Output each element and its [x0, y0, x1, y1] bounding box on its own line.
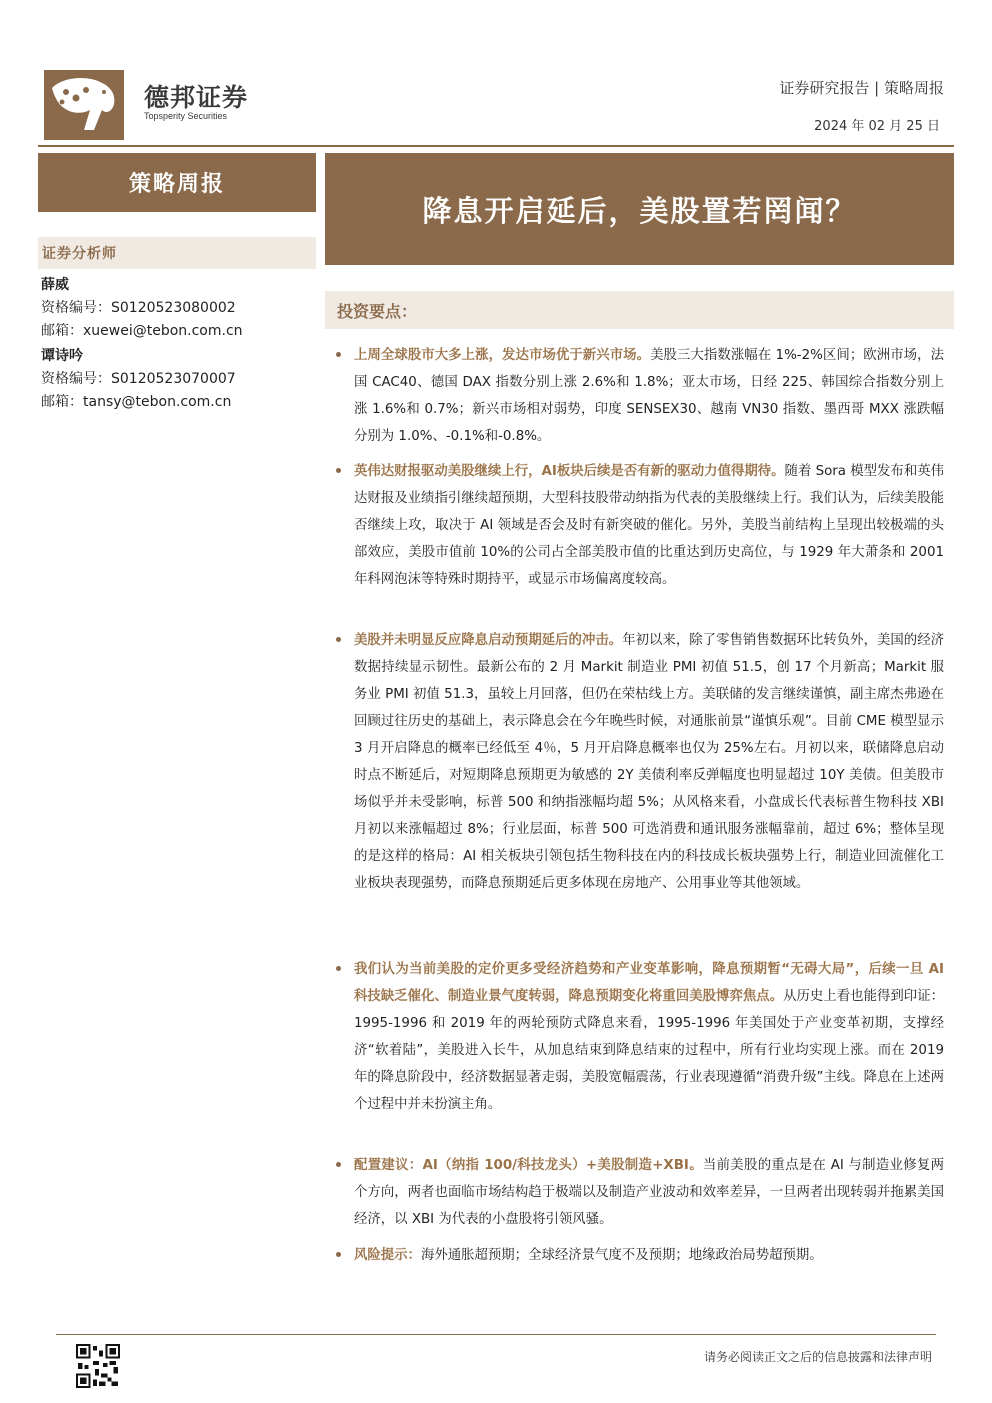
bullet-dot-icon	[336, 637, 341, 642]
header-divider	[38, 145, 954, 147]
bullet-dot-icon	[336, 966, 341, 971]
key-point-body: 随着 Sora 模型发布和英伟达财报及业绩指引继续超预期，大型科技股带动纳指为代表的美股继续上行。我们认为，后续美股能否继续上攻，取决于 AI 领域是否会及时有新突破的催化。另外，美股当前结构上呈现出较极端的头部效应，美股市值前 10%的公司占全部美股市值的比重达到历史高位，与 1929 年大萧条和 2001 年科网泡沫等特殊时期持平，或显示市场偏离度较高。	[354, 464, 945, 587]
brand-name: 德邦证券	[144, 83, 249, 112]
report-category-title: 策略周报	[38, 153, 316, 212]
key-points-heading: 投资要点：	[325, 291, 954, 329]
analyst-license: 资格编号：S0120523070007	[41, 371, 236, 387]
key-point-item	[336, 1242, 946, 1269]
key-point-body: 年初以来，除了零售销售数据环比转负外，美国的经济数据持续显示韧性。最新公布的 2 月 Markit 制造业 PMI 初值 51.5，创 17 个月新高；Markit 服务业 PMI 初值 51.3，虽较上月回落，但仍在荣枯线上方。美联储的发言继续谨慎，副主席杰弗逊在回顾过往历史的基础上，表示降息会在今年晚些时候，对通胀前景“谨慎乐观”。目前 CME 模型显示 3 月开启降息的概率已经低至 4％，5 月开启降息概率也仅为 25%左右。月初以来，联储降息启动时点不断延后，对短期降息预期更为敏感的 2Y 美债利率反弹幅度也明显超过 10Y 美债。但美股市场似乎并未受影响，标普 500 和纳指涨幅均超 5%；从风格来看，小盘成长代表标普生物科技 XBI 月初以来涨幅超过 8%；行业层面，标普 500 可选消费和通讯服务涨幅靠前，超过 6%；整体呈现的是这样的格局：AI 相关板块引领包括生物科技在内的科技成长板块强势上行，制造业回流催化工业板块表现强势，而降息预期延后更多体现在房地产、公用事业等其他领域。	[354, 633, 945, 891]
analyst-item	[41, 345, 316, 414]
key-point-item	[336, 342, 946, 450]
key-point-highlight: 配置建议：AI（纳指 100/科技龙头）+美股制造+XBI。	[354, 1158, 703, 1173]
analysts-heading: 证券分析师	[38, 237, 316, 269]
analyst-name: 薛威	[41, 277, 69, 293]
key-point-body: 从历史上看也能得到印证：1995-1996 和 2019 年的两轮预防式降息来看，1995-1996 年美国处于产业变革初期，支撑经济“软着陆”，美股进入长牛，从加息结束到降息结束的过程中，所有行业均实现上涨。而在 2019 年的降息阶段中，经济数据显著走弱，美股宽幅震荡，行业表现遵循“消费升级”主线。降息在上述两个过程中并未扮演主角。	[354, 989, 945, 1112]
analyst-license: 资格编号：S0120523080002	[41, 300, 236, 316]
bullet-dot-icon	[336, 1252, 341, 1257]
analysts-list	[41, 274, 316, 416]
qr-code-icon	[76, 1344, 120, 1388]
key-point-body: 海外通胀超预期；全球经济景气度不及预期；地缘政治局势超预期。	[420, 1248, 823, 1263]
brand-name-en: Topsperity Securities	[144, 111, 228, 121]
key-point-item	[336, 1152, 946, 1233]
brand-logo-icon	[44, 70, 124, 140]
key-point-highlight: 风险提示：	[354, 1248, 421, 1263]
analyst-email[interactable]: 邮箱：xuewei@tebon.com.cn	[41, 323, 243, 339]
key-point-item	[336, 458, 946, 593]
key-point-highlight: 英伟达财报驱动美股继续上行，AI板块后续是否有新的驱动力值得期待。	[354, 464, 785, 479]
bullet-dot-icon	[336, 468, 341, 473]
footer-divider	[56, 1334, 936, 1335]
key-point-item	[336, 956, 946, 1118]
report-type: 证券研究报告 | 策略周报	[779, 79, 944, 97]
legal-disclaimer: 请务必阅读正文之后的信息披露和法律声明	[703, 1350, 932, 1364]
key-point-body: 当前美股的重点是在 AI 与制造业修复两个方向，两者也面临市场结构趋于极端以及制造产业波动和效率差异，一旦两者出现转弱并拖累美国经济，以 XBI 为代表的小盘股将引领风骚。	[354, 1158, 944, 1227]
key-point-item	[336, 627, 946, 897]
main-title: 降息开启延后，美股置若罔闻？	[325, 153, 954, 265]
analyst-item	[41, 274, 316, 343]
key-point-highlight: 上周全球股市大多上涨，发达市场优于新兴市场。	[354, 348, 651, 363]
key-point-highlight: 我们认为当前美股的定价更多受经济趋势和产业变革影响，降息预期暂“无碍大局”，后续一旦 AI 科技缺乏催化、制造业景气度转弱，降息预期变化将重回美股博弈焦点。	[354, 962, 944, 1004]
analyst-email[interactable]: 邮箱：tansy@tebon.com.cn	[41, 394, 232, 410]
analyst-name: 谭诗吟	[41, 348, 83, 364]
bullet-dot-icon	[336, 352, 341, 357]
report-date: 2024 年 02 月 25 日	[814, 119, 940, 134]
key-point-body: 美股三大指数涨幅在 1%-2%区间；欧洲市场，法国 CAC40、德国 DAX 指数分别上涨 2.6%和 1.8%；亚太市场，日经 225、韩国综合指数分别上涨 1.6%和 0.7%；新兴市场相对弱势，印度 SENSEX30、越南 VN30 指数、墨西哥 MXX 涨跌幅分别为 1.0%、-0.1%和-0.8%。	[354, 348, 944, 444]
key-point-highlight: 美股并未明显反应降息启动预期延后的冲击。	[354, 633, 623, 648]
bullet-dot-icon	[336, 1162, 341, 1167]
